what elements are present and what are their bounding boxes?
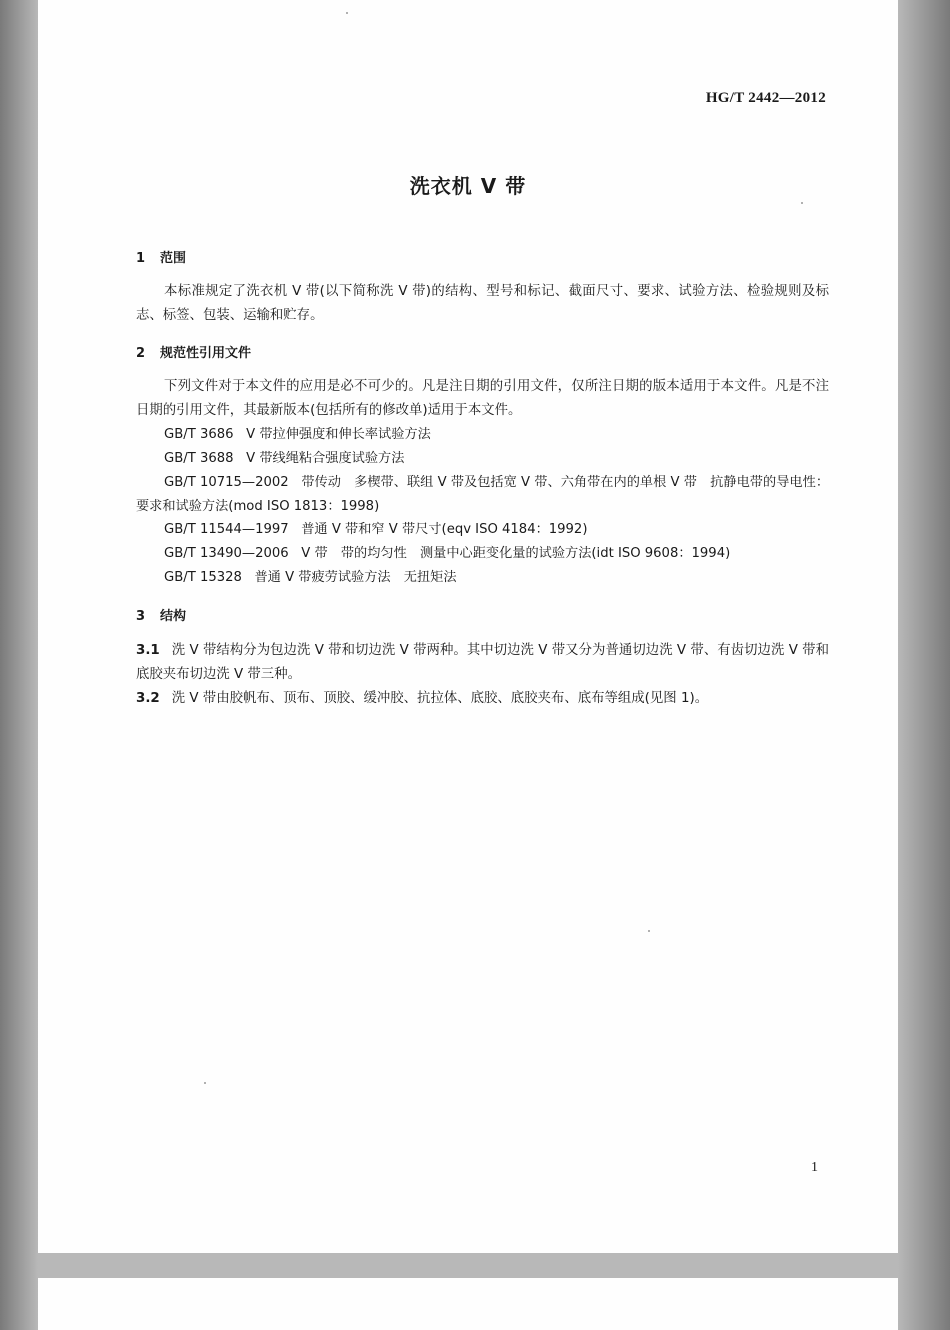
reference-item: [164, 449, 404, 469]
reference-code: GB/T 10715—2002: [164, 475, 289, 490]
subsection-number: 3.1: [136, 643, 160, 658]
scan-speck: [346, 12, 348, 14]
page-number: 1: [811, 1160, 818, 1175]
scan-speck: [801, 202, 803, 204]
reference-code: GB/T 13490—2006: [164, 546, 289, 561]
section-2-paragraph: 下列文件对于本文件的应用是必不可少的。凡是注日期的引用文件，仅所注日期的版本适用于本文件。凡是不注日期的引用文件，其最新版本(包括所有的修改单)适用于本文件。: [136, 379, 829, 418]
next-document-page: [38, 1278, 898, 1330]
section-title: 范围: [160, 251, 187, 266]
document-page: [38, 0, 898, 1253]
standard-number: HG/T 2442—2012: [705, 90, 826, 106]
reference-item: [164, 568, 457, 588]
reference-code: GB/T 3686: [164, 427, 234, 442]
section-1-heading: [136, 247, 186, 266]
reference-code: GB/T 3688: [164, 451, 234, 466]
section-number: 2: [136, 346, 146, 361]
section-number: 3: [136, 609, 146, 624]
section-title: 规范性引用文件: [160, 346, 252, 361]
reference-title: 普通 V 带和窄 V 带尺寸(eqv ISO 4184：1992): [301, 522, 588, 537]
reference-code: GB/T 11544—1997: [164, 522, 289, 537]
subsection-number: 3.2: [136, 691, 160, 706]
reference-item: [136, 471, 829, 519]
reference-title: 带传动 多楔带、联组 V 带及包括宽 V 带、六角带在内的单根 V 带 抗静电带的导电性：要求和试验方法(mod ISO 1813：1998): [136, 475, 830, 514]
reference-item: [164, 544, 730, 564]
section-title: 结构: [160, 609, 187, 624]
section-number: 1: [136, 251, 146, 266]
reference-title: V 带拉伸强度和伸长率试验方法: [246, 427, 431, 442]
reference-title: V 带 带的均匀性 测量中心距变化量的试验方法(idt ISO 9608：1994): [301, 546, 731, 561]
scan-speck: [204, 1082, 206, 1084]
reference-item: [164, 520, 587, 540]
section-2-heading: [136, 342, 251, 361]
subsection-text: 洗 V 带结构分为包边洗 V 带和切边洗 V 带两种。其中切边洗 V 带又分为普通切边洗 V 带、有齿切边洗 V 带和底胶夹布切边洗 V 带三种。: [136, 643, 829, 682]
subsection-text: 洗 V 带由胶帆布、顶布、顶胶、缓冲胶、抗拉体、底胶、底胶夹布、底布等组成(见图 1)。: [171, 691, 709, 706]
reference-code: GB/T 15328: [164, 570, 242, 585]
section-1-paragraph: 本标准规定了洗衣机 V 带(以下简称洗 V 带)的结构、型号和标记、截面尺寸、要求、试验方法、检验规则及标志、标签、包装、运输和贮存。: [136, 284, 829, 323]
reference-title: 普通 V 带疲劳试验方法 无扭矩法: [254, 570, 457, 585]
subsection-3-2: [136, 687, 829, 711]
scan-speck: [648, 930, 650, 932]
section-3-heading: [136, 605, 186, 624]
reference-title: V 带线绳粘合强度试验方法: [246, 451, 405, 466]
document-title: 洗衣机 V 带: [409, 174, 527, 198]
subsection-3-1: [136, 639, 829, 687]
reference-item: [164, 425, 431, 445]
